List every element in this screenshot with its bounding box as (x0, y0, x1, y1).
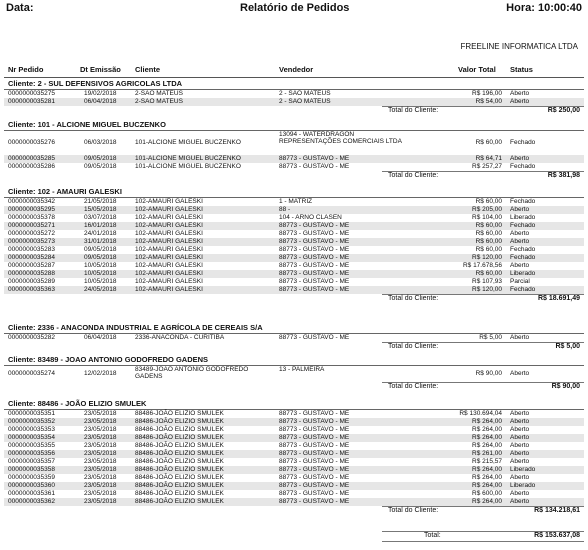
cliente-cell: 88486-JOÃO ELIZIO SMULEK (135, 442, 224, 449)
nr-pedido-cell: 0000000035271 (8, 222, 55, 229)
client-total (4, 106, 584, 115)
nr-pedido-cell: 0000000035378 (8, 214, 55, 221)
cliente-cell: 102-AMAURI GALESKI (135, 270, 203, 277)
vendedor-cell: 88773 - GUSTAVO - ME (279, 238, 350, 245)
valor-total-cell: R$ 120,00 (472, 286, 502, 293)
valor-total-cell: R$ 60,00 (475, 238, 502, 245)
vendedor-cell: 88773 - GUSTAVO - ME (279, 163, 350, 170)
cliente-cell: 101-ALCIONE MIGUEL BUCZENKO (135, 155, 241, 162)
valor-total-cell: R$ 130.694,04 (459, 410, 502, 417)
table-row (4, 366, 584, 382)
vendedor-cell: 88773 - GUSTAVO - ME (279, 278, 350, 285)
client-total (4, 506, 584, 515)
date-label: Data: (6, 2, 34, 14)
report-title: Relatório de Pedidos (240, 2, 350, 14)
vendedor-cell: 88773 - GUSTAVO - ME (279, 434, 350, 441)
vendedor-cell: 88773 - GUSTAVO - ME (279, 450, 350, 457)
nr-pedido-cell: 0000000035274 (8, 370, 55, 377)
nr-pedido-cell: 0000000035352 (8, 418, 55, 425)
table-row (4, 442, 584, 450)
col-valor-total: Valor Total (458, 65, 496, 74)
cliente-cell: 101-ALCIONE MIGUEL BUCZENKO (135, 163, 241, 170)
cliente-cell: 88486-JOÃO ELIZIO SMULEK (135, 418, 224, 425)
vendedor-cell: 104 - ARNO CLASEN (279, 214, 342, 221)
valor-total-cell: R$ 215,57 (472, 458, 502, 465)
valor-total-cell: R$ 264,00 (472, 442, 502, 449)
client-total-value: R$ 5,00 (555, 343, 580, 350)
col-nr-pedido: Nr Pedido (8, 65, 44, 74)
table-row (4, 230, 584, 238)
dt-emissao-cell: 09/05/2018 (84, 254, 117, 261)
grand-total-label: Total: (424, 532, 441, 539)
cliente-cell: 88486-JOÃO ELIZIO SMULEK (135, 490, 224, 497)
cliente-cell: 88486-JOÃO ELIZIO SMULEK (135, 482, 224, 489)
status-cell: Aberto (510, 442, 530, 449)
client-total-label: Total do Cliente: (388, 507, 439, 514)
status-cell: Fechado (510, 222, 536, 229)
status-cell: Aberto (510, 458, 530, 465)
status-cell: Aberto (510, 450, 530, 457)
valor-total-cell: R$ 60,00 (475, 198, 502, 205)
status-cell: Liberado (510, 270, 536, 277)
dt-emissao-cell: 23/05/2018 (84, 490, 117, 497)
valor-total-cell: R$ 60,00 (475, 246, 502, 253)
client-total-value: R$ 90,00 (551, 383, 580, 390)
client-total (4, 294, 584, 303)
grand-total-value: R$ 153.637,08 (534, 532, 580, 539)
vendedor-cell: 88773 - GUSTAVO - ME (279, 286, 350, 293)
nr-pedido-cell: 0000000035286 (8, 163, 55, 170)
dt-emissao-cell: 23/05/2018 (84, 418, 117, 425)
vendedor-cell: 88773 - GUSTAVO - ME (279, 458, 350, 465)
table-row (4, 198, 584, 206)
cliente-cell: 88486-JOÃO ELIZIO SMULEK (135, 458, 224, 465)
client-total (4, 382, 584, 391)
table-row (4, 131, 584, 155)
status-cell: Aberto (510, 418, 530, 425)
cliente-cell: 102-AMAURI GALESKI (135, 198, 203, 205)
dt-emissao-cell: 06/04/2018 (84, 334, 117, 341)
table-row (4, 334, 584, 342)
client-group-title: Cliente: 102 - AMAURI GALESKI (8, 187, 122, 196)
vendedor-cell: 2 - SAO MATEUS (279, 90, 331, 97)
nr-pedido-cell: 0000000035295 (8, 206, 55, 213)
table-row (4, 246, 584, 254)
nr-pedido-cell: 0000000035285 (8, 155, 55, 162)
company-name: FREELINE INFORMATICA LTDA (460, 42, 578, 51)
client-total (4, 342, 584, 351)
status-cell: Liberado (510, 214, 536, 221)
table-row (4, 238, 584, 246)
status-cell: Aberto (510, 410, 530, 417)
cliente-cell: 88486-JOÃO ELIZIO SMULEK (135, 474, 224, 481)
valor-total-cell: R$ 60,00 (475, 270, 502, 277)
status-cell: Parcial (510, 278, 530, 285)
cliente-cell: 83489-JOAO ANTONIO GODOFREDO GADENS (135, 366, 249, 381)
client-group-title: Cliente: 88486 - JOÃO ELIZIO SMULEK (8, 399, 147, 408)
status-cell: Aberto (510, 370, 530, 377)
dt-emissao-cell: 10/05/2018 (84, 278, 117, 285)
vendedor-cell: 88773 - GUSTAVO - ME (279, 270, 350, 277)
status-cell: Aberto (510, 334, 530, 341)
vendedor-cell: 88773 - GUSTAVO - ME (279, 466, 350, 473)
dt-emissao-cell: 31/01/2018 (84, 238, 117, 245)
client-total-value: R$ 381,98 (547, 172, 580, 179)
vendedor-cell: 88773 - GUSTAVO - ME (279, 482, 350, 489)
cliente-cell: 102-AMAURI GALESKI (135, 262, 203, 269)
valor-total-cell: R$ 5,00 (479, 334, 502, 341)
cliente-cell: 102-AMAURI GALESKI (135, 286, 203, 293)
table-row (4, 418, 584, 426)
dt-emissao-cell: 23/05/2018 (84, 410, 117, 417)
valor-total-cell: R$ 196,00 (472, 90, 502, 97)
status-cell: Aberto (510, 490, 530, 497)
client-total-label: Total do Cliente: (388, 107, 439, 114)
dt-emissao-cell: 21/05/2018 (84, 198, 117, 205)
valor-total-cell: R$ 257,27 (472, 163, 502, 170)
status-cell: Fechado (510, 254, 536, 261)
status-cell: Fechado (510, 286, 536, 293)
client-total-label: Total do Cliente: (388, 343, 439, 350)
vendedor-cell: 88773 - GUSTAVO - ME (279, 474, 350, 481)
status-cell: Aberto (510, 426, 530, 433)
valor-total-cell: R$ 600,00 (472, 490, 502, 497)
nr-pedido-cell: 0000000035359 (8, 474, 55, 481)
status-cell: Aberto (510, 155, 530, 162)
valor-total-cell: R$ 264,00 (472, 418, 502, 425)
nr-pedido-cell: 0000000035363 (8, 286, 55, 293)
dt-emissao-cell: 23/05/2018 (84, 466, 117, 473)
dt-emissao-cell: 10/05/2018 (84, 262, 117, 269)
cliente-cell: 102-AMAURI GALESKI (135, 214, 203, 221)
valor-total-cell: R$ 60,00 (475, 230, 502, 237)
status-cell: Aberto (510, 98, 530, 105)
dt-emissao-cell: 23/05/2018 (84, 442, 117, 449)
valor-total-cell: R$ 64,71 (475, 155, 502, 162)
dt-emissao-cell: 23/05/2018 (84, 426, 117, 433)
nr-pedido-cell: 0000000035356 (8, 450, 55, 457)
nr-pedido-cell: 0000000035276 (8, 139, 55, 146)
table-row (4, 254, 584, 262)
client-group (4, 119, 584, 180)
valor-total-cell: R$ 104,00 (472, 214, 502, 221)
vendedor-cell: 88773 - GUSTAVO - ME (279, 246, 350, 253)
valor-total-cell: R$ 90,00 (475, 370, 502, 377)
nr-pedido-cell: 0000000035342 (8, 198, 55, 205)
cliente-cell: 101-ALCIONE MIGUEL BUCZENKO (135, 139, 241, 146)
status-cell: Fechado (510, 246, 536, 253)
table-row (4, 155, 584, 163)
client-total-value: R$ 134.218,61 (534, 507, 580, 514)
valor-total-cell: R$ 60,00 (475, 139, 502, 146)
status-cell: Aberto (510, 498, 530, 505)
table-row (4, 222, 584, 230)
status-cell: Fechado (510, 163, 536, 170)
nr-pedido-cell: 0000000035287 (8, 262, 55, 269)
dt-emissao-cell: 23/05/2018 (84, 498, 117, 505)
valor-total-cell: R$ 264,00 (472, 498, 502, 505)
table-row (4, 450, 584, 458)
table-row (4, 286, 584, 294)
valor-total-cell: R$ 264,00 (472, 474, 502, 481)
dt-emissao-cell: 16/01/2018 (84, 222, 117, 229)
valor-total-cell: R$ 120,00 (472, 254, 502, 261)
client-total-label: Total do Cliente: (388, 295, 439, 302)
cliente-cell: 102-AMAURI GALESKI (135, 222, 203, 229)
dt-emissao-cell: 24/01/2018 (84, 230, 117, 237)
valor-total-cell: R$ 107,93 (472, 278, 502, 285)
vendedor-cell: 88773 - GUSTAVO - ME (279, 254, 350, 261)
cliente-cell: 102-AMAURI GALESKI (135, 230, 203, 237)
table-row (4, 278, 584, 286)
client-group (4, 354, 584, 391)
nr-pedido-cell: 0000000035353 (8, 426, 55, 433)
client-group-title: Cliente: 83489 - JOAO ANTONIO GODOFREDO GADENS (8, 355, 209, 364)
cliente-cell: 88486-JOÃO ELIZIO SMULEK (135, 450, 224, 457)
col-cliente: Cliente (135, 65, 161, 74)
cliente-cell: 102-AMAURI GALESKI (135, 254, 203, 261)
cliente-cell: 88486-JOÃO ELIZIO SMULEK (135, 498, 224, 505)
status-cell: Aberto (510, 238, 530, 245)
valor-total-cell: R$ 54,00 (475, 98, 502, 105)
client-total (4, 171, 584, 180)
status-cell: Liberado (510, 482, 536, 489)
vendedor-cell: 88773 - GUSTAVO - ME (279, 442, 350, 449)
table-row (4, 410, 584, 418)
table-row (4, 270, 584, 278)
nr-pedido-cell: 0000000035357 (8, 458, 55, 465)
nr-pedido-cell: 0000000035354 (8, 434, 55, 441)
client-group (4, 186, 584, 303)
nr-pedido-cell: 0000000035289 (8, 278, 55, 285)
table-row (4, 262, 584, 270)
dt-emissao-cell: 19/02/2018 (84, 90, 117, 97)
status-cell: Liberado (510, 466, 536, 473)
cliente-cell: 88486-JOÃO ELIZIO SMULEK (135, 410, 224, 417)
valor-total-cell: R$ 264,00 (472, 482, 502, 489)
vendedor-cell: 88773 - GUSTAVO - ME (279, 334, 350, 341)
nr-pedido-cell: 0000000035288 (8, 270, 55, 277)
valor-total-cell: R$ 60,00 (475, 222, 502, 229)
dt-emissao-cell: 09/05/2018 (84, 163, 117, 170)
dt-emissao-cell: 23/05/2018 (84, 450, 117, 457)
table-row (4, 498, 584, 506)
client-group-title: Cliente: 101 - ALCIONE MIGUEL BUCZENKO (8, 120, 166, 129)
table-row (4, 434, 584, 442)
grand-total (4, 531, 584, 541)
dt-emissao-cell: 23/05/2018 (84, 434, 117, 441)
vendedor-cell: 88773 - GUSTAVO - ME (279, 410, 350, 417)
valor-total-cell: R$ 264,00 (472, 426, 502, 433)
table-row (4, 490, 584, 498)
vendedor-cell: 1 - MATRIZ (279, 198, 313, 205)
dt-emissao-cell: 23/05/2018 (84, 474, 117, 481)
nr-pedido-cell: 0000000035362 (8, 498, 55, 505)
vendedor-cell: 88773 - GUSTAVO - ME (279, 230, 350, 237)
cliente-cell: 2-SAO MATEUS (135, 90, 183, 97)
time-label: Hora: 10:00:40 (506, 2, 582, 14)
valor-total-cell: R$ 264,00 (472, 434, 502, 441)
col-vendedor: Vendedor (279, 65, 314, 74)
nr-pedido-cell: 0000000035355 (8, 442, 55, 449)
col-dt-emissao: Dt Emissão (80, 65, 121, 74)
dt-emissao-cell: 03/07/2018 (84, 214, 117, 221)
status-cell: Aberto (510, 230, 530, 237)
cliente-cell: 102-AMAURI GALESKI (135, 278, 203, 285)
dt-emissao-cell: 06/04/2018 (84, 98, 117, 105)
vendedor-cell: 88773 - GUSTAVO - ME (279, 498, 350, 505)
nr-pedido-cell: 0000000035283 (8, 246, 55, 253)
cliente-cell: 102-AMAURI GALESKI (135, 238, 203, 245)
nr-pedido-cell: 0000000035351 (8, 410, 55, 417)
valor-total-cell: R$ 17.678,56 (462, 262, 502, 269)
client-total-value: R$ 18.691,49 (537, 295, 580, 302)
vendedor-cell: 13094 - WATERDRAGON REPRESENTAÇÕES COMERCIAIS LTDA (279, 131, 402, 146)
vendedor-cell: 13 - PALMEIRA (279, 366, 325, 373)
nr-pedido-cell: 0000000035272 (8, 230, 55, 237)
vendedor-cell: 88773 - GUSTAVO - ME (279, 418, 350, 425)
status-cell: Aberto (510, 206, 530, 213)
nr-pedido-cell: 0000000035360 (8, 482, 55, 489)
nr-pedido-cell: 0000000035361 (8, 490, 55, 497)
status-cell: Aberto (510, 90, 530, 97)
grand-total-line-bottom (382, 541, 584, 542)
table-row (4, 474, 584, 482)
valor-total-cell: R$ 261,00 (472, 450, 502, 457)
status-cell: Aberto (510, 434, 530, 441)
client-group-title: Cliente: 2336 - ANACONDA INDUSTRIAL E AGRÍCOLA DE CEREAIS S/A (8, 323, 263, 332)
col-status: Status (510, 65, 533, 74)
table-row (4, 466, 584, 474)
valor-total-cell: R$ 205,00 (472, 206, 502, 213)
status-cell: Aberto (510, 474, 530, 481)
status-cell: Fechado (510, 198, 536, 205)
table-row (4, 90, 584, 98)
cliente-cell: 2336-ANACONDA - CURITIBA (135, 334, 225, 341)
client-group (4, 322, 584, 351)
vendedor-cell: 88773 - GUSTAVO - ME (279, 262, 350, 269)
table-row (4, 482, 584, 490)
nr-pedido-cell: 0000000035282 (8, 334, 55, 341)
nr-pedido-cell: 0000000035281 (8, 98, 55, 105)
dt-emissao-cell: 09/05/2018 (84, 246, 117, 253)
cliente-cell: 88486-JOÃO ELIZIO SMULEK (135, 426, 224, 433)
cliente-cell: 88486-JOÃO ELIZIO SMULEK (135, 466, 224, 473)
client-total-label: Total do Cliente: (388, 383, 439, 390)
vendedor-cell: 88773 - GUSTAVO - ME (279, 155, 350, 162)
dt-emissao-cell: 24/05/2018 (84, 286, 117, 293)
client-group (4, 78, 584, 115)
dt-emissao-cell: 09/05/2018 (84, 155, 117, 162)
nr-pedido-cell: 0000000035273 (8, 238, 55, 245)
client-total-label: Total do Cliente: (388, 172, 439, 179)
dt-emissao-cell: 23/05/2018 (84, 482, 117, 489)
nr-pedido-cell: 0000000035275 (8, 90, 55, 97)
client-total-value: R$ 250,00 (547, 107, 580, 114)
dt-emissao-cell: 06/03/2018 (84, 139, 117, 146)
cliente-cell: 102-AMAURI GALESKI (135, 246, 203, 253)
vendedor-cell: 88 - (279, 206, 291, 213)
dt-emissao-cell: 10/05/2018 (84, 270, 117, 277)
table-row (4, 426, 584, 434)
table-row (4, 214, 584, 222)
client-group (4, 398, 584, 515)
valor-total-cell: R$ 264,00 (472, 466, 502, 473)
cliente-cell: 88486-JOÃO ELIZIO SMULEK (135, 434, 224, 441)
vendedor-cell: 88773 - GUSTAVO - ME (279, 490, 350, 497)
cliente-cell: 102-AMAURI GALESKI (135, 206, 203, 213)
vendedor-cell: 88773 - GUSTAVO - ME (279, 222, 350, 229)
client-group-title: Cliente: 2 - SUL DEFENSIVOS AGRICOLAS LTDA (8, 79, 183, 88)
table-row (4, 98, 584, 106)
cliente-cell: 2-SAO MATEUS (135, 98, 183, 105)
table-row (4, 163, 584, 171)
status-cell: Fechado (510, 139, 536, 146)
vendedor-cell: 88773 - GUSTAVO - ME (279, 426, 350, 433)
vendedor-cell: 2 - SAO MATEUS (279, 98, 331, 105)
dt-emissao-cell: 15/05/2018 (84, 206, 117, 213)
table-row (4, 458, 584, 466)
status-cell: Aberto (510, 262, 530, 269)
dt-emissao-cell: 12/02/2018 (84, 370, 117, 377)
table-row (4, 206, 584, 214)
dt-emissao-cell: 23/05/2018 (84, 458, 117, 465)
nr-pedido-cell: 0000000035284 (8, 254, 55, 261)
nr-pedido-cell: 0000000035358 (8, 466, 55, 473)
